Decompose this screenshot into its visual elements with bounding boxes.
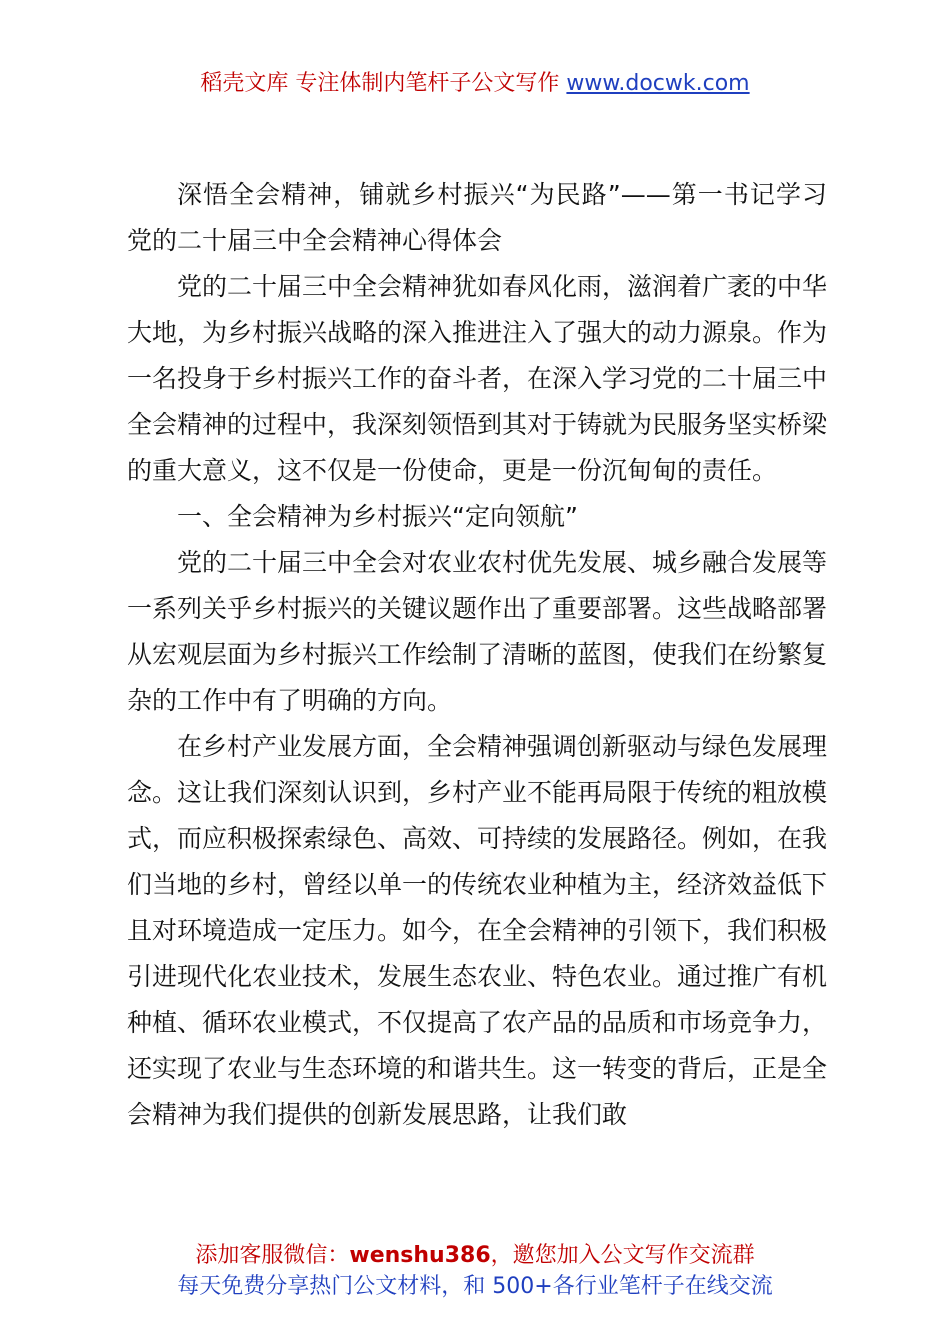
paragraph: 在乡村产业发展方面，全会精神强调创新驱动与绿色发展理念。这让我们深刻认识到，乡村产业不能再局限于传统的粗放模式，而应积极探索绿色、高效、可持续的发展路径。例如，在我们当地的乡村，曾经以单一的传统农业种植为主，经济效益低下且对环境造成一定压力。如今，在全会精神的引领下，我们积极引进现代化农业技术，发展生态农业、特色农业。通过推广有机种植、循环农业模式，不仅提高了农产品的品质和市场竞争力，还实现了农业与生态环境的和谐共生。这一转变的背后，正是全会精神为我们提供的创新发展思路，让我们敢 [127,732,828,1129]
footer-promo-line: 每天免费分享热门公文材料，和 500+各行业笔杆子在线交流 [177,1274,773,1299]
document-title: 深悟全会精神，铺就乡村振兴“为民路”——第一书记学习党的二十届三中全会精神心得体会 [127,180,827,255]
brand-name: 稻壳文库 [200,71,289,96]
footer-contact-suffix: ，邀您加入公文写作交流群 [490,1243,755,1268]
page-header [0,68,950,100]
paragraph: 党的二十届三中全会对农业农村优先发展、城乡融合发展等一系列关乎乡村振兴的关键议题作出了重要部署。这些战略部署从宏观层面为乡村振兴工作绘制了清晰的蓝图，使我们在纷繁复杂的工作中有了明确的方向。 [127,548,828,715]
site-link[interactable]: www.docwk.com [566,71,750,96]
page-footer [0,1240,950,1302]
section-heading: 一、全会精神为乡村振兴“定向领航” [177,502,578,531]
wechat-id: wenshu386 [349,1243,491,1268]
paragraph-intro: 党的二十届三中全会精神犹如春风化雨，滋润着广袤的中华大地，为乡村振兴战略的深入推进注入了强大的动力源泉。作为一名投身于乡村振兴工作的奋斗者，在深入学习党的二十届三中全会精神的过程中，我深刻领悟到其对于铸就为民服务坚实桥梁的重大意义，这不仅是一份使命，更是一份沉甸甸的责任。 [127,272,828,485]
footer-contact-prefix: 添加客服微信： [195,1243,350,1268]
header-slogan: 专注体制内笔杆子公文写作 [295,71,560,96]
document-body [127,172,827,1138]
footer-contact-line [0,1240,950,1271]
